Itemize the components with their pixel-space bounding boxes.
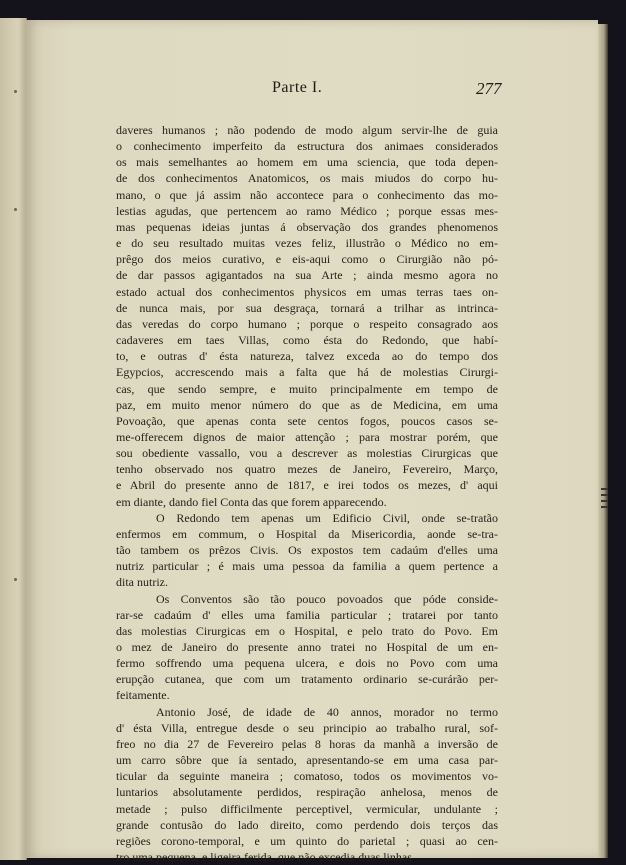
text-line: paz, em muito menor número do que as de Medicina, em uma	[116, 397, 498, 412]
text-line: to, e outras d' ésta natureza, talvez exceda ao do tempo dos	[116, 349, 498, 364]
text-line: em diante, dando fiel Conta das que forem apparecendo.	[116, 494, 387, 509]
text-line: Os Conventos são tão pouco povoados que póde conside-	[156, 591, 498, 606]
text-line: e Abril do presente anno de 1817, e irei todos os mezes, d' aqui	[116, 478, 498, 493]
edge-mark	[601, 494, 608, 496]
text-line: o mez de Janeiro do presente anno tratei no Hospital de um en-	[116, 640, 498, 654]
text-line: prêgo dos meios curativo, e eis-aqui como o Cirurgião não pó-	[116, 252, 498, 267]
paragraph	[116, 704, 498, 865]
text-line: enfermos em commum, o Hospital da Misericordia, aonde se-tra-	[116, 526, 498, 541]
margin-mark	[14, 90, 17, 93]
text-line: um carro sôbre que ía sentado, apresentando-se em uma casa par-	[116, 753, 498, 768]
text-line: rar-se cadaúm d' elles uma familia particular ; tratarei por tanto	[116, 607, 498, 622]
text-line: Antonio José, de idade de 40 annos, morador no termo	[156, 704, 498, 719]
text-line: ticular da seguinte maneira ; comatoso, todos os movimentos vo-	[116, 769, 498, 784]
margin-mark	[14, 208, 17, 211]
page-fore-edge	[598, 24, 608, 858]
text-line: de dos conhecimentos Anatomicos, os mais miudos do corpo hu-	[116, 171, 498, 186]
edge-mark	[601, 506, 608, 508]
text-line: freo no dia 27 de Fevereiro pelas 8 horas da manhã a inversão de	[116, 736, 498, 751]
text-line: dita nutriz.	[116, 575, 168, 590]
paragraph	[116, 591, 498, 704]
text-line: lestias agudas, que pertencem ao ramo Médico ; porque essas mes-	[116, 203, 498, 218]
text-line: sou obediente vassallo, vou a descrever as molestias Cirurgicas que	[116, 446, 498, 461]
text-line: estado actual dos conhecimentos physicos em umas terras taes on-	[116, 284, 498, 299]
text-line: Povoação, que apenas conta sete centos fogos, poucos casos se-	[116, 413, 498, 428]
margin-mark	[14, 578, 17, 581]
text-line: metade ; pulso difficilmente perceptivel, vermicular, undulante ;	[116, 801, 498, 816]
text-line: nutriz particular ; é mais uma pessoa da familia a quem pertence a	[116, 559, 498, 574]
text-line: tão tambem os prêzos Civis. Os expostos tem cadaúm d'elles uma	[116, 543, 498, 558]
text-line: Egypcios, accrescendo mais a falta que há de molestias Cirurgi-	[116, 365, 498, 380]
text-line: de dar passos agigantados na sua Arte ; ainda mesmo agora no	[116, 268, 498, 283]
page-number: 277	[476, 79, 502, 98]
text-line: grande contusão do lado direito, como perdendo dois terços das	[116, 817, 498, 832]
page-header	[26, 73, 598, 103]
text-line: erupção cutanea, que com um tratamento ordinario se-curárão per-	[116, 672, 498, 687]
text-line: cadaveres em taes Villas, como ésta do Redondo, que habí-	[116, 333, 498, 348]
text-line: me-offerecem dignos de maior attenção ; para mostrar porém, que	[116, 429, 498, 444]
edge-mark	[601, 488, 608, 490]
text-line: fermo soffrendo uma pequena ulcera, e dois no Povo com uma	[116, 656, 498, 671]
running-title: Parte I.	[272, 79, 323, 96]
text-line: mas pequenas ideias juntas á observação dos grandes phenomenos	[116, 219, 498, 234]
text-line: cas, que sendo sempre, e muito principalmente em tempo de	[116, 381, 498, 396]
text-line: O Redondo tem apenas um Edificio Civil, onde se-tratão	[156, 510, 498, 525]
paragraph	[116, 122, 498, 510]
text-line: de nunca mais, por sua desgraça, tornará a trilhar as intrinca-	[116, 300, 498, 315]
body-text	[116, 122, 498, 865]
facing-page-edge	[0, 18, 27, 860]
text-line: daveres humanos ; não podendo de modo algum servir-lhe de guia	[116, 123, 498, 137]
text-line: luntarios absolutamente perdidos, respiração anhelosa, menos de	[116, 785, 498, 800]
text-line: mano, o que já assim não accontece para o conhecimento das mo-	[116, 187, 498, 202]
edge-mark	[601, 500, 608, 502]
text-line: e do seu resultado muitas vezes feliz, illustrão o Médico no em-	[116, 236, 498, 251]
text-line: tro uma pequena, e ligeira ferida, que não excedia duas linhas	[116, 850, 412, 865]
text-line: d' ésta Villa, entregue desde o seu principio ao trabalho rural, sof-	[116, 720, 498, 735]
text-line: feitamente.	[116, 688, 170, 703]
text-line: regiões corono-temporal, e um quinto do parietal ; quasi ao cen-	[116, 833, 498, 848]
text-line: das veredas do corpo humano ; porque o respeito consagrado aos	[116, 316, 498, 331]
book-page	[26, 20, 598, 865]
text-line: das molestias Cirurgicas em o Hospital, e pelo trato do Povo. Em	[116, 623, 498, 638]
text-line: o conhecimento imperfeito da estructura dos animaes considerados	[116, 139, 498, 154]
text-line: tenho observado nos quatro mezes de Janeiro, Fevereiro, Março,	[116, 462, 498, 477]
text-line: os mais semelhantes ao homem em uma sciencia, que toda depen-	[116, 155, 498, 170]
paragraph	[116, 510, 498, 591]
